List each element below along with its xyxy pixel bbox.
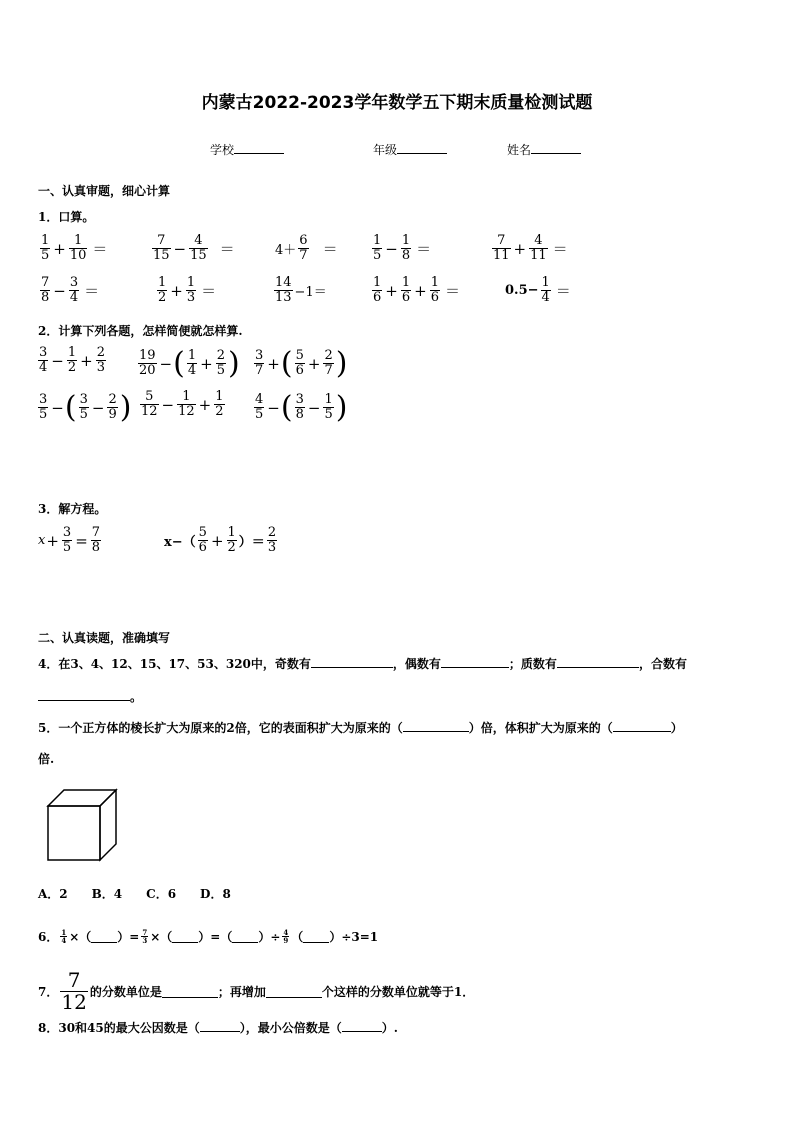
fraction: $\frac{4}{9}$ — [283, 928, 289, 945]
q5-area-blank[interactable] — [403, 719, 469, 732]
fraction: $\frac{7}{15}$ — [153, 233, 170, 263]
fraction: $\frac{1}{2}$ — [227, 525, 236, 555]
fraction: $\frac{14}{13}$ — [275, 275, 292, 305]
q4-even-blank[interactable] — [441, 655, 509, 668]
fraction: $\frac{7}{3}$ — [142, 928, 148, 945]
fraction: $\frac{19}{20}$ — [139, 348, 156, 378]
fraction: $\frac{2}{7}$ — [324, 348, 333, 378]
q1-item-5: $\frac{7}{11}$ + $\frac{4}{11}$ ＝ — [493, 233, 568, 263]
q1-item-1: $\frac{1}{5}$ + $\frac{1}{10}$ ＝ — [41, 233, 108, 263]
fraction: $\frac{4}{5}$ — [255, 392, 264, 422]
grade-label: 年级 — [373, 143, 398, 157]
q1-item-2: $\frac{7}{15}$ − $\frac{4}{15}$ ＝ — [153, 233, 235, 263]
fraction: $\frac{3}{5}$ — [62, 525, 72, 555]
q2-item-4: $\frac{3}{5}$ − ( $\frac{3}{5}$ − $\frac{2}{9}$ ) — [39, 390, 132, 425]
q8-gcd-blank[interactable] — [200, 1019, 240, 1032]
q2-item-5: $\frac{5}{12}$ − $\frac{1}{12}$ + $\frac{1}{2}$ — [141, 389, 224, 419]
grade-field — [373, 141, 447, 158]
q6-blank-2[interactable] — [172, 930, 198, 943]
q1-item-10: 0.5− $\frac{1}{4}$ ＝ — [505, 275, 571, 305]
fraction: $\frac{1}{5}$ — [324, 392, 333, 422]
q5-volume-blank[interactable] — [613, 719, 671, 732]
q4-line-1: 4．在3、4、12、15、17、53、320中，奇数有 ，偶数有 ；质数有 ，合数有 — [38, 657, 687, 671]
fraction: $\frac{4}{11}$ — [530, 233, 547, 263]
q4-line-2: 。 — [38, 688, 142, 705]
fraction: $\frac{1}{6}$ — [401, 275, 411, 305]
q6-blank-1[interactable] — [91, 930, 117, 943]
school-blank[interactable] — [234, 141, 284, 154]
q1-title: 1．口算。 — [38, 210, 95, 224]
fraction: $\frac{6}{7}$ — [299, 233, 308, 263]
q1-item-9: $\frac{1}{6}$ + $\frac{1}{6}$ + $\frac{1}{6}$ ＝ — [373, 275, 461, 305]
fraction: $\frac{2}{9}$ — [108, 392, 117, 422]
section2-heading: 二、认真读题，准确填写 — [38, 631, 171, 645]
fraction: $\frac{1}{12}$ — [178, 389, 195, 419]
q6-line: 6． $\frac{1}{4}$ ×（ ）= $\frac{7}{3}$ ×（ ）=（ ）÷ $\frac{4}{9}$ （ ）÷3=1 — [38, 928, 379, 945]
q2-title: 2．计算下列各题，怎样简便就怎样算. — [38, 324, 243, 338]
cube-figure — [44, 786, 122, 864]
fraction: $\frac{7}{8}$ — [91, 525, 101, 555]
name-blank[interactable] — [531, 141, 581, 154]
fraction: $\frac{3}{4}$ — [69, 275, 79, 305]
grade-blank[interactable] — [397, 141, 447, 154]
school-field — [210, 141, 284, 158]
school-label: 学校 — [210, 143, 235, 157]
q1-item-8: $\frac{14}{13}$ −1＝ — [275, 275, 327, 305]
q7-line: 7． $\frac{7}{12}$ 的分数单位是 ；再增加 个这样的分数单位就等于1． — [38, 968, 475, 1014]
q7-count-blank[interactable] — [266, 985, 322, 998]
fraction: $\frac{3}{4}$ — [39, 345, 48, 375]
fraction: $\frac{1}{5}$ — [41, 233, 50, 263]
fraction: $\frac{1}{8}$ — [401, 233, 411, 263]
q7-unit-blank[interactable] — [162, 985, 218, 998]
fraction: $\frac{1}{4}$ — [541, 275, 550, 305]
fraction: $\frac{5}{6}$ — [198, 525, 207, 555]
q1-item-4: $\frac{1}{5}$ − $\frac{1}{8}$ ＝ — [373, 233, 432, 263]
fraction: $\frac{5}{6}$ — [295, 348, 304, 378]
fraction: $\frac{1}{2}$ — [215, 389, 224, 419]
q1-item-3: 4＋ $\frac{6}{7}$ ＝ — [275, 233, 338, 263]
fraction: $\frac{1}{2}$ — [67, 345, 77, 375]
q5-line-1: 5．一个正方体的棱长扩大为原来的2倍，它的表面积扩大为原来的（ ）倍，体积扩大为原来的（ ） — [38, 721, 683, 735]
fraction: $\frac{1}{4}$ — [187, 348, 197, 378]
fraction: $\frac{2}{3}$ — [267, 525, 277, 555]
fraction: $\frac{1}{6}$ — [430, 275, 439, 305]
name-field — [507, 141, 581, 158]
fraction: $\frac{7}{12}$ — [61, 968, 87, 1014]
q3-equation-2: x−（ $\frac{5}{6}$ + $\frac{1}{2}$ ）＝ $\frac{2}{3}$ — [164, 525, 277, 555]
fraction: $\frac{3}{5}$ — [39, 392, 48, 422]
name-label: 姓名 — [507, 143, 532, 157]
q4-prime-blank[interactable] — [557, 655, 639, 668]
fraction: $\frac{4}{15}$ — [190, 233, 207, 263]
fraction: $\frac{7}{11}$ — [493, 233, 510, 263]
q1-item-7: $\frac{1}{2}$ + $\frac{1}{3}$ ＝ — [158, 275, 217, 305]
q2-item-3: $\frac{3}{7}$ + ( $\frac{5}{6}$ + $\frac{2}{7}$ ) — [255, 346, 348, 381]
fraction: $\frac{1}{3}$ — [186, 275, 196, 305]
q3-equation-1: x + $\frac{3}{5}$ = $\frac{7}{8}$ — [38, 525, 101, 555]
fraction: $\frac{3}{8}$ — [295, 392, 304, 422]
q4-composite-blank[interactable] — [38, 688, 130, 701]
q8-lcm-blank[interactable] — [342, 1019, 382, 1032]
q5-line-2: 倍. — [38, 752, 55, 766]
fraction: $\frac{7}{8}$ — [41, 275, 50, 305]
fraction: $\frac{1}{6}$ — [373, 275, 382, 305]
q3-title: 3．解方程。 — [38, 502, 107, 516]
fraction: $\frac{2}{3}$ — [96, 345, 105, 375]
q2-item-6: $\frac{4}{5}$ − ( $\frac{3}{8}$ − $\frac{1}{5}$ ) — [255, 390, 348, 425]
fraction: $\frac{5}{12}$ — [141, 389, 158, 419]
page-title: 内蒙古2022-2023学年数学五下期末质量检测试题 — [201, 93, 593, 113]
fraction: $\frac{1}{2}$ — [158, 275, 167, 305]
fraction: $\frac{3}{7}$ — [255, 348, 264, 378]
q6-blank-4[interactable] — [303, 930, 329, 943]
fraction: $\frac{1}{5}$ — [373, 233, 382, 263]
q6-blank-3[interactable] — [232, 930, 258, 943]
fraction: $\frac{1}{10}$ — [69, 233, 87, 263]
q2-item-2: $\frac{19}{20}$ − ( $\frac{1}{4}$ + $\frac{2}{5}$ ) — [139, 346, 240, 381]
q5-options: A．2 B．4 C．6 D．8 — [38, 887, 231, 901]
fraction: $\frac{2}{5}$ — [216, 348, 225, 378]
q2-item-1: $\frac{3}{4}$ − $\frac{1}{2}$ + $\frac{2}{3}$ — [39, 345, 105, 375]
fraction: $\frac{1}{4}$ — [61, 928, 67, 945]
section1-heading: 一、认真审题，细心计算 — [38, 184, 171, 198]
q4-odd-blank[interactable] — [311, 655, 393, 668]
fraction: $\frac{3}{5}$ — [79, 392, 88, 422]
q8-line: 8．30和45的最大公因数是（ ），最小公倍数是（ ）. — [38, 1021, 398, 1035]
q1-item-6: $\frac{7}{8}$ − $\frac{3}{4}$ ＝ — [41, 275, 100, 305]
